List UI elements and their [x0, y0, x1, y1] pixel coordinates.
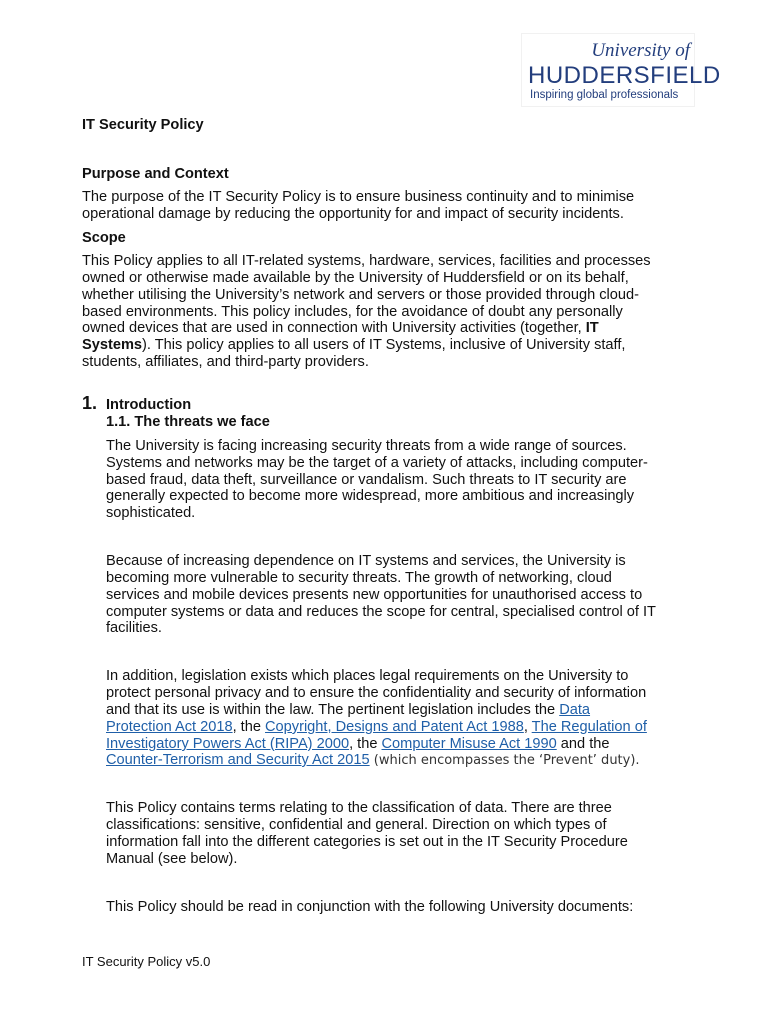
scope-bold: Systems — [82, 337, 143, 353]
scope-heading: Scope — [82, 230, 126, 246]
paragraph-line: becoming more vulnerable to security threats. The growth of networking, cloud — [106, 570, 612, 586]
paragraph-line: In addition, legislation exists which places legal requirements on the University to — [106, 668, 629, 684]
link-computer-misuse-act[interactable]: Computer Misuse Act 1990 — [381, 736, 557, 752]
document-title: IT Security Policy — [82, 117, 204, 133]
text: and the — [556, 736, 610, 752]
scope-line — [82, 337, 702, 354]
paragraph-line: information fall into the different categories is set out in the IT Security Procedure — [106, 834, 628, 850]
text: and that its use is within the law. The pertinent legislation includes the — [106, 702, 560, 718]
scope-bold: IT — [585, 320, 599, 336]
paragraph-line: This Policy contains terms relating to the classification of data. There are three — [106, 800, 612, 816]
link-counter-terrorism-act[interactable]: Counter-Terrorism and Security Act 2015 — [106, 752, 370, 768]
paragraph-line — [106, 752, 706, 770]
link-ripa[interactable]: The Regulation of — [531, 719, 647, 735]
paragraph-line: The University is facing increasing security threats from a wide range of sources. — [106, 438, 627, 454]
paragraph-line: Because of increasing dependence on IT systems and services, the University is — [106, 553, 626, 569]
scope-line: This Policy applies to all IT-related systems, hardware, services, facilities and processes — [82, 253, 651, 269]
scope-text: owned devices that are used in connection with University activities (together, — [82, 320, 586, 336]
section-number: 1. — [82, 393, 98, 413]
paragraph-line: sophisticated. — [106, 505, 196, 521]
logo-tagline: Inspiring global professionals — [530, 89, 679, 101]
scope-line: students, affiliates, and third-party providers. — [82, 354, 369, 370]
paragraph-line: classifications: sensitive, confidential and general. Direction on which types of — [106, 817, 607, 833]
scope-line: owned or otherwise made available by the University of Huddersfield or on its behalf, — [82, 270, 629, 286]
link-copyright-act[interactable]: Copyright, Designs and Patent Act 1988 — [265, 719, 524, 735]
paragraph-line: protect personal privacy and to ensure the confidentiality and security of information — [106, 685, 647, 701]
scope-line: based environments. This policy includes, for the avoidance of doubt any personally — [82, 304, 623, 320]
paragraph-line: This Policy should be read in conjunction with the following University documents: — [106, 899, 634, 915]
university-logo — [522, 34, 721, 106]
section-title: Introduction — [106, 397, 192, 413]
paragraph-line: computer systems or data and reduces the scope for central, specialised control of IT — [106, 604, 656, 620]
paragraph-line — [106, 719, 706, 736]
page-footer: IT Security Policy v5.0 — [82, 954, 211, 969]
logo-line1: University of — [591, 40, 690, 61]
paragraph-line — [106, 702, 706, 719]
purpose-line: operational damage by reducing the opportunity for and impact of security incidents. — [82, 206, 624, 222]
text: , the — [349, 736, 382, 752]
paragraph-line: Systems and networks may be the target of a variety of attacks, including computer- — [106, 455, 648, 471]
paragraph-line — [106, 736, 706, 753]
text: , the — [232, 719, 266, 735]
link-data-protection-act[interactable]: Protection Act 2018 — [106, 719, 233, 735]
purpose-heading: Purpose and Context — [82, 166, 229, 182]
text: , — [523, 719, 532, 735]
paragraph-line: services and mobile devices presents new opportunities for unauthorised access to — [106, 587, 643, 603]
purpose-line: The purpose of the IT Security Policy is to ensure business continuity and to minimise — [82, 189, 635, 205]
paragraph-line: generally expected to become more widespread, more ambitious and increasingly — [106, 488, 635, 504]
link-data-protection-act[interactable]: Data — [559, 702, 591, 718]
subsection-title: 1.1. The threats we face — [106, 414, 270, 430]
paragraph-line: Manual (see below). — [106, 851, 238, 867]
scope-text: ). This policy applies to all users of IT Systems, inclusive of University staff, — [142, 337, 626, 353]
paragraph-line: facilities. — [106, 620, 162, 636]
logo-line2: HUDDERSFIELD — [528, 62, 721, 89]
link-ripa[interactable]: Investigatory Powers Act (RIPA) 2000 — [106, 736, 350, 752]
paragraph-line: based fraud, data theft, surveillance or vandalism. Such threats to IT security are — [106, 472, 627, 488]
scope-line — [82, 320, 702, 337]
text: (which encompasses the ‘Prevent’ duty). — [369, 753, 640, 768]
scope-line: whether utilising the University’s network and servers or those provided through cloud- — [82, 287, 640, 303]
